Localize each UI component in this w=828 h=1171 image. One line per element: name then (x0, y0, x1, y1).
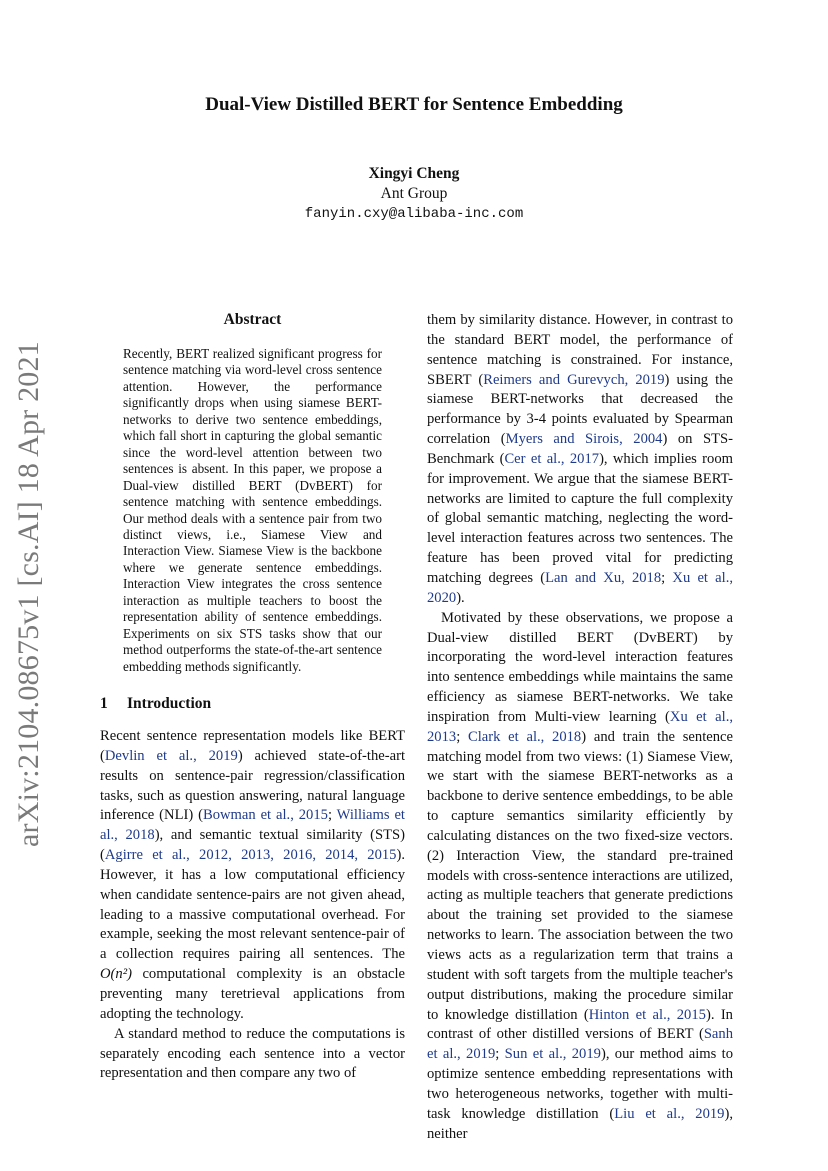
abstract-text: Recently, BERT realized significant progress for sentence matching via word-level cross sentence attention. However, the performance significantly drops when using siamese BERT-networks to derive two sentence embeddings, which fall short in capturing the global semantic since the word-level attention between two sentences is absent. In this paper, we propose a Dual-view distilled BERT (DvBERT) for sentence matching with sentence embeddings. Our method deals with a sentence pair from two distinct views, i.e., Siamese View and Interaction View. Siamese View is the backbone where we generate sentence embeddings. Interaction View integrates the cross sentence interaction as multiple teachers to boost the representation ability of sentence embeddings. Experiments on six STS tasks show that our method outperforms the state-of-the-art sentence embedding methods significantly. (123, 346, 382, 674)
text-run: ). In contrast of other distilled versions of BERT ( (427, 1006, 733, 1043)
citation-link[interactable]: Sanh et al., 2019 (427, 1026, 733, 1063)
text-run: ). (456, 589, 465, 606)
text-run: ; (456, 728, 468, 745)
citation-link[interactable]: Reimers and Gurevych, 2019 (483, 371, 665, 388)
citation-link[interactable]: Clark et al., 2018 (468, 728, 582, 745)
text-run: ; (327, 807, 337, 824)
citation-link[interactable]: Agirre et al., 2012, 2013, 2016, 2014, 2015 (104, 847, 397, 864)
text-run: Motivated by these observations, we propose a Dual-view distilled BERT (DvBERT) by incorporating the word-level interaction features into sentence embeddings while maintains the same efficiency as siamese BERT-networks. We take inspiration from Multi-view learning ( (427, 609, 733, 725)
citation-link[interactable]: Cer et al., 2017 (504, 450, 600, 467)
citation-link[interactable]: Myers and Sirois, 2004 (505, 431, 663, 448)
citation-link[interactable]: Xu et al., 2020 (427, 569, 733, 606)
arxiv-stamp: arXiv:2104.08675v1 [cs.AI] 18 Apr 2021 (12, 341, 45, 847)
text-run: ). However, it has a low computational efficiency when candidate sentence-pairs are not given ahead, leading to a massive computational overhead. For example, seeking the most relevant sentence-pair of a collection requires pairing all sentences. The (100, 847, 405, 963)
text-run: ) and train the sentence matching model from two views: (1) Siamese View, we start with the siamese BERT-networks as a backbone to derive sentence embeddings, to be able to capture semantics similarity efficiently by calculating distances on the two fixed-size vectors. (2) Interaction View, the standard pre-trained models with cross-sentence interactions are utilized, acting as multiple teachers that generate predictions about the training set provided to the siamese networks to learn. The association between the two views acts as a regularization term that trains a student with soft targets from the multiple teacher's output distributions, making the procedure similar to knowledge distillation ( (427, 728, 733, 1023)
text-run: Recent sentence representation models like BERT ( (100, 728, 405, 764)
citation-link[interactable]: Williams et al., 2018 (100, 807, 405, 844)
text-run: ; (495, 1046, 505, 1063)
right-paragraph-2 (427, 609, 733, 1145)
author-email: fanyin.cxy@alibaba-inc.com (304, 206, 524, 222)
section-title: Introduction (127, 695, 212, 712)
section-number: 1 (100, 695, 108, 712)
abstract-heading: Abstract (223, 311, 282, 328)
paper-title: Dual-View Distilled BERT for Sentence Embedding (205, 94, 623, 115)
text-run: them by similarity distance. However, in contrast to the standard BERT model, the performance of sentence matching is constrained. For instance, SBERT ( (427, 312, 733, 388)
right-column (427, 311, 733, 1144)
text-run: computational complexity is an obstacle preventing many teretrieval applications from adopting the technology. (100, 966, 405, 1022)
text-run: ; (661, 569, 673, 586)
citation-link[interactable]: Lan and Xu, 2018 (545, 569, 662, 586)
text-run: ) using the siamese BERT-networks that decreased the performance by 3-4 points evaluated by Spearman correlation ( (427, 371, 733, 448)
text-run: ), our method aims to optimize sentence embedding representations with two heterogeneous networks, together with multi-task knowledge distillation ( (427, 1046, 733, 1122)
text-run: ) on STS-Benchmark ( (427, 431, 733, 467)
citation-link[interactable]: Sun et al., 2019 (504, 1046, 601, 1063)
citation-link[interactable]: Bowman et al., 2015 (202, 807, 328, 824)
intro-paragraph-2: A standard method to reduce the computations is separately encoding each sentence into a vector representation and then compare any two of (100, 1025, 405, 1082)
citation-link[interactable]: Devlin et al., 2019 (104, 747, 238, 764)
author-affiliation: Ant Group (380, 185, 448, 202)
section-heading-introduction (100, 695, 211, 713)
introduction-left-column (100, 727, 405, 1084)
text-run: ) achieved state-of-the-art results on sentence-pair regression/classification tasks, such as question answering, natural language inference (NLI) ( (100, 747, 405, 824)
citation-link[interactable]: Liu et al., 2019 (614, 1105, 725, 1122)
text-run: ), neither (427, 1105, 733, 1142)
intro-paragraph-1 (100, 727, 405, 1025)
right-paragraph-1 (427, 311, 733, 609)
text-run: ), and semantic textual similarity (STS) ( (100, 827, 405, 864)
text-run: ), which implies room for improvement. We argue that the siamese BERT-networks are limited to capture the full complexity of global semantic matching, neglecting the word-level interaction features across two sentences. The feature has been proved vital for predicting matching degrees ( (427, 450, 733, 586)
math-complexity: O(n²) (100, 966, 132, 983)
author-name: Xingyi Cheng (368, 165, 460, 182)
citation-link[interactable]: Xu et al., 2013 (427, 708, 733, 745)
citation-link[interactable]: Hinton et al., 2015 (588, 1006, 706, 1023)
